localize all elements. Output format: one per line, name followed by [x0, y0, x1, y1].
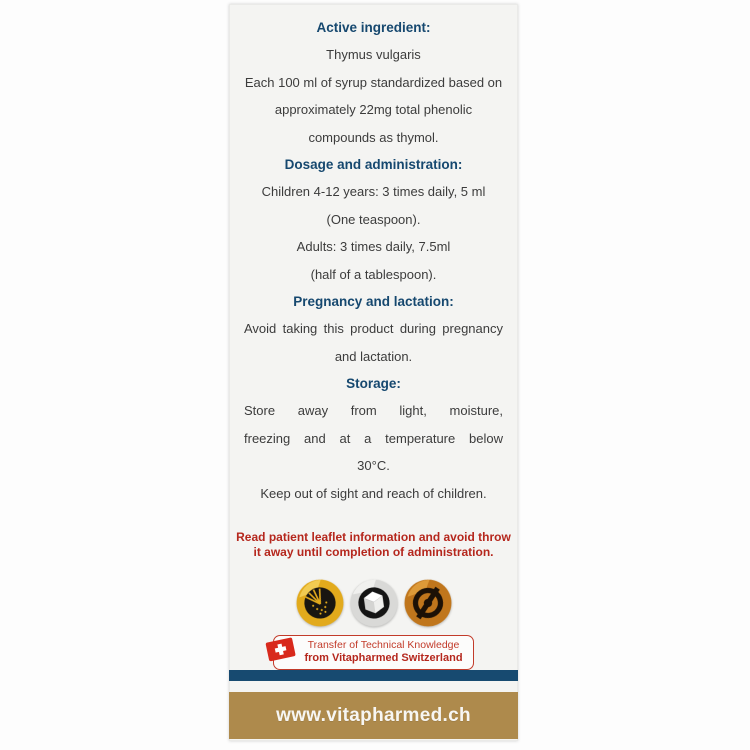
- label-line: Avoid taking this product during pregnancy: [244, 321, 503, 337]
- label-line: Keep out of sight and reach of children.: [260, 485, 487, 501]
- logo-text-line1: Transfer of Technical Knowledge: [307, 639, 460, 652]
- notice-line: it away until completion of administration.: [253, 544, 494, 559]
- sugar-free-seal-icon: [349, 577, 399, 629]
- section-heading-dosage: Dosage and administration:: [284, 156, 463, 172]
- label-line: approximately 22mg total phenolic: [274, 102, 473, 118]
- quality-seals-row: [229, 576, 518, 630]
- label-line: Store away from light, moisture,: [244, 403, 503, 419]
- label-line: (half of a tablespoon).: [310, 266, 437, 282]
- notice-line: Read patient leaflet information and avoid throw: [236, 530, 511, 545]
- swiss-knowledge-logo-box: [273, 635, 473, 670]
- label-line: 30°C.: [357, 458, 390, 474]
- logo-text-line2: from Vitapharmed Switzerland: [304, 651, 463, 664]
- footer-gold-band: [229, 692, 518, 739]
- label-line: (One teaspoon).: [326, 211, 421, 227]
- patient-leaflet-notice: [229, 530, 518, 559]
- swiss-knowledge-logo: [229, 635, 518, 670]
- label-text-block: [229, 4, 518, 507]
- preservative-free-seal-icon: [403, 577, 453, 629]
- label-line: Adults: 3 times daily, 7.5ml: [296, 239, 451, 255]
- section-heading-storage: Storage:: [346, 376, 401, 392]
- medicine-box-side-panel: [229, 4, 518, 741]
- swiss-flag-icon: [260, 632, 300, 671]
- artificial-color-free-seal-icon: [295, 577, 345, 629]
- website-url: www.vitapharmed.ch: [276, 704, 471, 726]
- label-line: Thymus vulgaris: [326, 47, 421, 63]
- label-line: freezing and at a temperature below: [244, 430, 503, 446]
- navy-divider-band: [229, 670, 518, 681]
- label-line: compounds as thymol.: [308, 129, 439, 145]
- label-line: Children 4-12 years: 3 times daily, 5 ml: [261, 184, 486, 200]
- section-heading-pregnancy: Pregnancy and lactation:: [293, 293, 454, 309]
- label-line: Each 100 ml of syrup standardized based on: [244, 74, 503, 90]
- section-heading-active-ingredient: Active ingredient:: [316, 20, 431, 35]
- label-line: and lactation.: [334, 348, 413, 364]
